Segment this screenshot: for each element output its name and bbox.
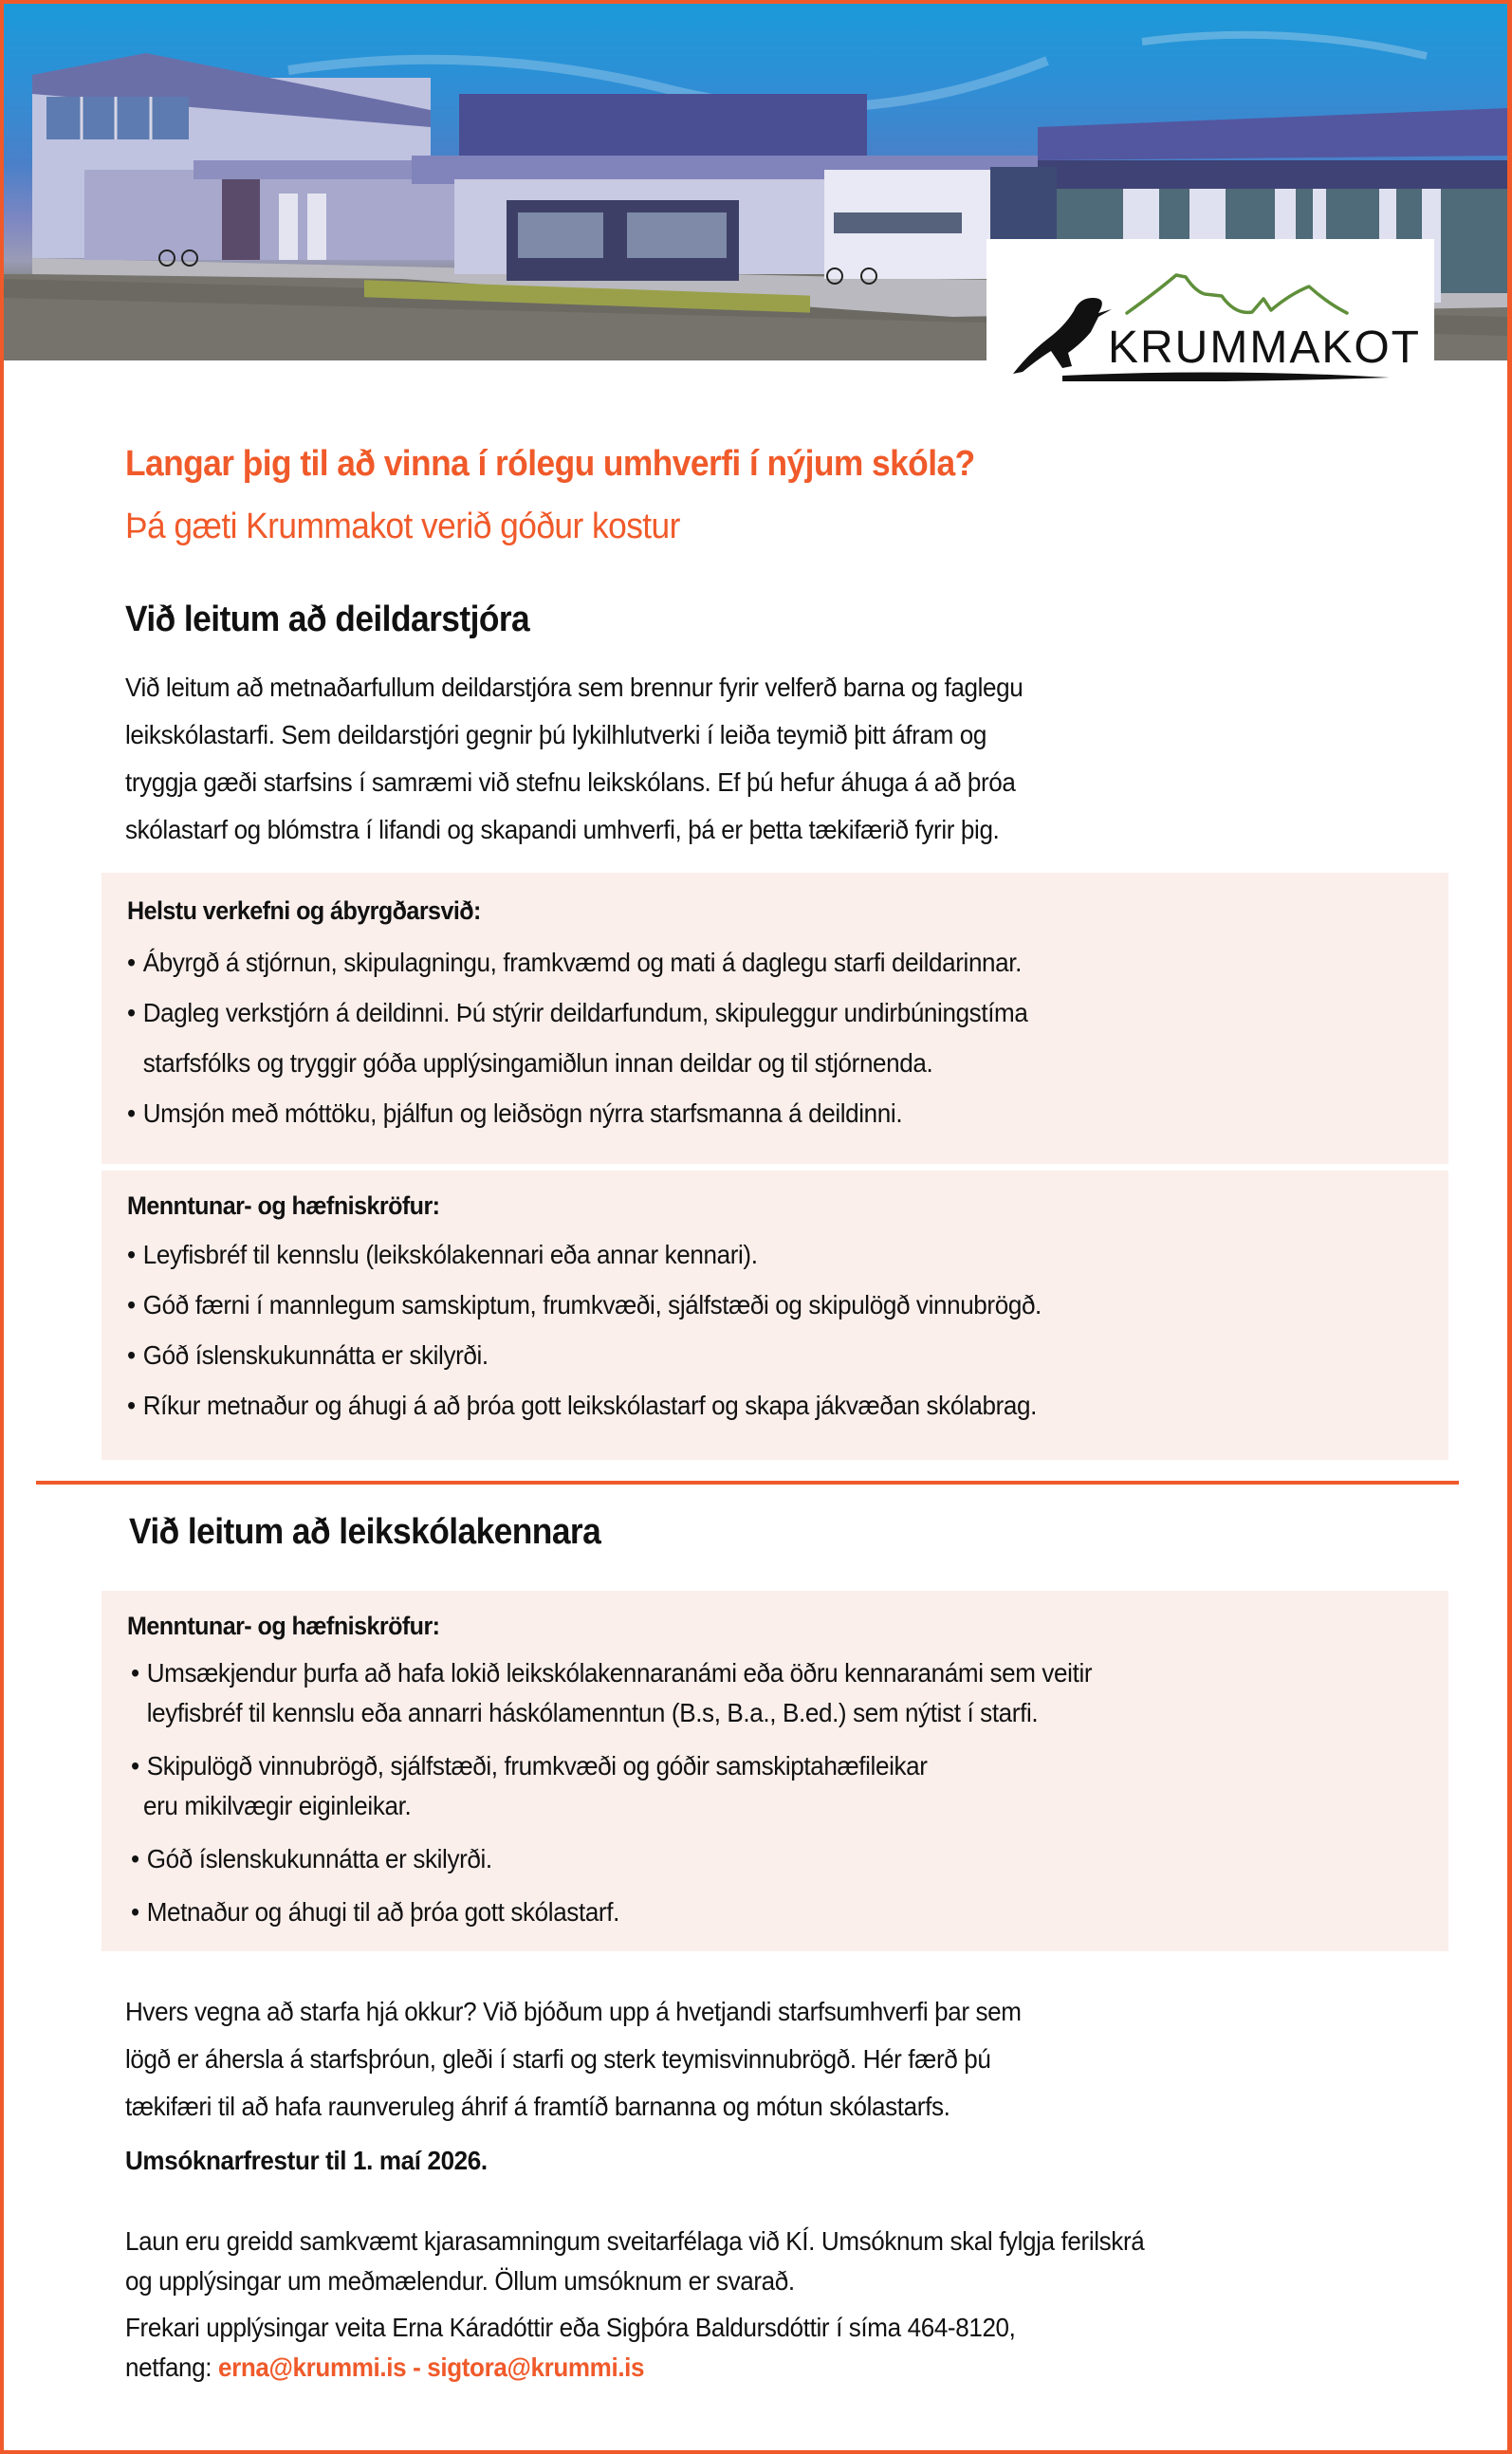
duties-title: Helstu verkefni og ábyrgðarsvið: [127,896,481,925]
list-item: • Leyfisbréf til kennslu (leikskólakennari eða annar kennari). [127,1229,1042,1280]
list-item: • Góð íslenskukunnátta er skilyrði. [127,1330,1042,1380]
subheadline: Þá gæti Krummakot verið góður kostur [125,507,680,546]
requirements-list [127,1229,1042,1430]
why-paragraph: Hvers vegna að starfa hjá okkur? Við bjóðum upp á hvetjandi starfsumhverfi þar sem lögð er áhersla á starfsþróun, gleði í starfi og sterk teymisvinnubrögð. Hér færð þú tækifæri til að hafa raunveruleg áhrif á framtíð barnanna og mótun skólastarfs. [125,1997,1022,2121]
raven-icon [1013,298,1112,374]
list-item: • Umsjón með móttöku, þjálfun og leiðsögn nýrra starfsmanna á deildinni. [127,1088,1027,1138]
section-title-leikskolakennari: Við leitum að leikskólakennara [129,1512,601,1552]
list-item: • Umsækjendur þurfa að hafa lokið leikskólakennaranámi eða öðru kennaranámi sem veitir leyfisbréf til kennslu eða annarri háskólamenntun (B.s, B.a., B.ed.) sem nýtist í starfi. [131,1653,1092,1733]
logo-text: KRUMMAKOT [1108,323,1421,373]
salary-paragraph: Laun eru greidd samkvæmt kjarasamningum sveitarfélaga við KÍ. Umsóknum skal fylgja ferilskrá og upplýsingar um meðmælendur. Öllum umsóknum er svarað. [125,2226,1145,2296]
duties-box [101,873,1448,1164]
list-item: • Ríkur metnaður og áhugi á að þróa gott leikskólastarf og skapa jákvæðan skólabrag. [127,1380,1042,1430]
list-item: • Metnaður og áhugi til að þróa gott skólastarf. [131,1892,1092,1932]
list-item: • Dagleg verkstjórn á deildinni. Þú stýrir deildarfundum, skipuleggur undirbúningstíma starfsfólks og tryggir góða upplýsingamiðlun innan deildar og til stjórnenda. [127,987,1027,1088]
logo-graphic [986,239,1434,381]
email-label: netfang: [125,2353,219,2382]
email-separator: - [406,2353,428,2382]
duties-list [127,937,1027,1138]
mountain-outline-icon [1127,275,1347,313]
intro-line: tryggja gæði starfsins í samræmi við stefnu leikskólans. Ef þú hefur áhuga á að þróa [125,767,1016,797]
requirements-list [131,1653,1092,1932]
intro-line: skólastarf og blómstra í lifandi og skapandi umhverfi, þá er þetta tækifærið fyrir þig. [125,815,1000,844]
section-title-deildarstjori: Við leitum að deildarstjóra [125,600,530,639]
application-deadline: Umsóknarfrestur til 1. maí 2026. [125,2146,488,2175]
email-link-sigtora[interactable]: sigtora@krummi.is [427,2353,645,2382]
list-item: • Góð færni í mannlegum samskiptum, frumkvæði, sjálfstæði og skipulögð vinnubrögð. [127,1280,1042,1330]
section-divider [36,1481,1459,1485]
list-item: • Góð íslenskukunnátta er skilyrði. [131,1839,1092,1879]
list-item: • Skipulögð vinnubrögð, sjálfstæði, frumkvæði og góðir samskiptahæfileikar eru mikilvægir eiginleikar. [131,1746,1092,1826]
intro-line: Við leitum að metnaðarfullum deildarstjóra sem brennur fyrir velferð barna og faglegu [125,673,1023,702]
krummakot-logo [986,239,1434,381]
section1-intro [125,664,1023,854]
contact-paragraph: Frekari upplýsingar veita Erna Káradóttir eða Sigþóra Baldursdóttir í síma 464-8120, netfang: erna@krummi.is - sigtora@krummi.is [125,2313,1016,2382]
email-link-erna[interactable]: erna@krummi.is [218,2353,407,2382]
requirements-box-1 [101,1171,1448,1460]
headline: Langar þig til að vinna í rólegu umhverfi í nýjum skóla? [125,444,975,484]
requirements-title: Menntunar- og hæfniskröfur: [127,1191,440,1220]
requirements-box-2 [101,1591,1448,1951]
intro-line: leikskólastarfi. Sem deildarstjóri gegnir þú lykilhlutverki í leiða teymið þitt áfram og [125,720,986,749]
list-item: • Ábyrgð á stjórnun, skipulagningu, framkvæmd og mati á daglegu starfi deildarinnar. [127,937,1027,987]
requirements-title: Menntunar- og hæfniskröfur: [127,1612,440,1640]
